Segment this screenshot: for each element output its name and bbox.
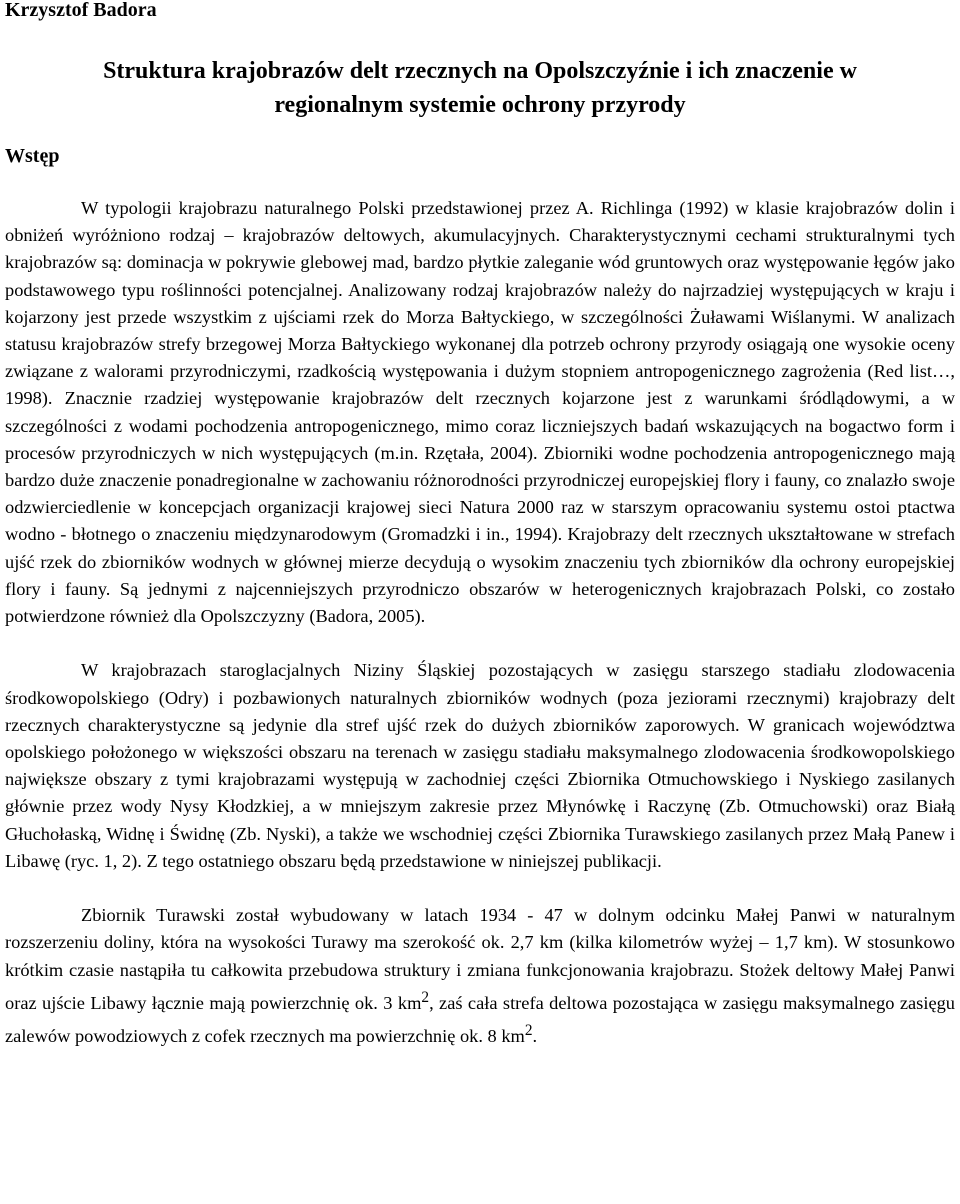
paragraph-3-text-a: Zbiornik Turawski został wybudowany w latach 1934 - 47 w dolnym odcinku Małej Panwi w naturalnym rozszerzeniu doliny, która na wysokości Turawy ma szerokość ok. 2,7 km (kilka kilometrów wyżej – 1,7 km). W stosunkowo krótkim czasie nastąpiła tu całkowita przebudowa struktury i zmiana funkcjonowania krajobrazu. Stożek deltowy Małej Panwi oraz ujście Libawy łącznie mają powierzchnię ok. 3 km bbox=[5, 905, 955, 1013]
paper-title-line-2: regionalnym systemie ochrony przyrody bbox=[274, 92, 686, 118]
superscript-2-a: 2 bbox=[421, 988, 430, 1006]
paragraph-1: W typologii krajobrazu naturalnego Polski przedstawionej przez A. Richlinga (1992) w klasie krajobrazów dolin i obniżeń wyróżniono rodzaj – krajobrazów deltowych, akumulacyjnych. Charakterystycznymi cechami strukturalnymi tych krajobrazów są: dominacja w pokrywie glebowej mad, bardzo płytkie zaleganie wód gruntowych oraz występowanie łęgów jako podstawowego typu roślinności potencjalnej. Analizowany rodzaj krajobrazów należy do najrzadziej występujących w kraju i kojarzony jest przede wszystkim z ujściami rzek do Morza Bałtyckiego, w szczególności Żuławami Wiślanymi. W analizach statusu krajobrazów strefy brzegowej Morza Bałtyckiego wykonanej dla potrzeb ochrony przyrody osiągają one wysokie oceny związane z walorami przyrodniczymi, rzadkością występowania i dużym stopniem antropogenicznego zagrożenia (Red list…, 1998). Znacznie rzadziej występowanie krajobrazów delt rzecznych kojarzone jest z warunkami śródlądowymi, a w szczególności z wodami pochodzenia antropogenicznego, mimo coraz liczniejszych badań wskazujących na bogactwo form i procesów przyrodniczych w nich występujących (m.in. Rzętała, 2004). Zbiorniki wodne pochodzenia antropogenicznego mają bardzo duże znaczenie ponadregionalne w zachowaniu różnorodności przyrodniczej europejskiej flory i fauny, co znalazło swoje odzwierciedlenie w koncepcjach organizacji krajowej sieci Natura 2000 raz w starszym opracowaniu systemu ostoi ptactwa wodno - błotnego o znaczeniu międzynarodowym (Gromadzki i in., 1994). Krajobrazy delt rzecznych ukształtowane w strefach ujść rzek do zbiorników wodnych w głównej mierze decydują o wysokim znaczeniu tych zbiorników dla ochrony europejskiej flory i fauny. Są jednymi z najcenniejszych przyrodniczo obszarów w heterogenicznych krajobrazach Polski, co zostało potwierdzone również dla Opolszczyzny (Badora, 2005). bbox=[5, 198, 955, 627]
paragraph-3-text-b: , zaś cała strefa deltowa pozostająca w zasięgu maksymalnego zasięgu zalewów powodziowych z cofek rzecznych ma powierzchnię ok. 8 km bbox=[5, 992, 955, 1047]
paper-title bbox=[0, 54, 960, 122]
superscript-2-b: 2 bbox=[524, 1022, 533, 1040]
paragraph-3 bbox=[5, 902, 955, 1050]
section-heading: Wstęp bbox=[5, 145, 60, 167]
body-text bbox=[5, 195, 955, 1051]
paragraph-3-text-c: . bbox=[532, 1026, 538, 1047]
paper-title-line-1: Struktura krajobrazów delt rzecznych na Opolszczyźnie i ich znaczenie w bbox=[103, 58, 857, 84]
author-name: Krzysztof Badora bbox=[5, 0, 157, 21]
paragraph-2: W krajobrazach staroglacjalnych Niziny Śląskiej pozostających w zasięgu starszego stadiału zlodowacenia środkowopolskiego (Odry) i pozbawionych naturalnych zbiorników wodnych (poza jeziorami rzecznymi) krajobrazy delt rzecznych charakterystyczne są jedynie dla stref ujść rzek do dużych zbiorników zaporowych. W granicach województwa opolskiego położonego w większości obszaru na terenach w zasięgu stadiału maksymalnego zlodowacenia środkowopolskiego największe obszary z tymi krajobrazami występują w zachodniej części Zbiornika Otmuchowskiego i Nyskiego zasilanych głównie przez wody Nysy Kłodzkiej, a w mniejszym zakresie przez Młynówkę i Raczynę (Zb. Otmuchowski) oraz Białą Głuchołaską, Widnę i Świdnę (Zb. Nyski), a także we wschodniej części Zbiornika Turawskiego zasilanych przez Małą Panew i Libawę (ryc. 1, 2). Z tego ostatniego obszaru będą przedstawione w niniejszej publikacji. bbox=[5, 660, 955, 871]
